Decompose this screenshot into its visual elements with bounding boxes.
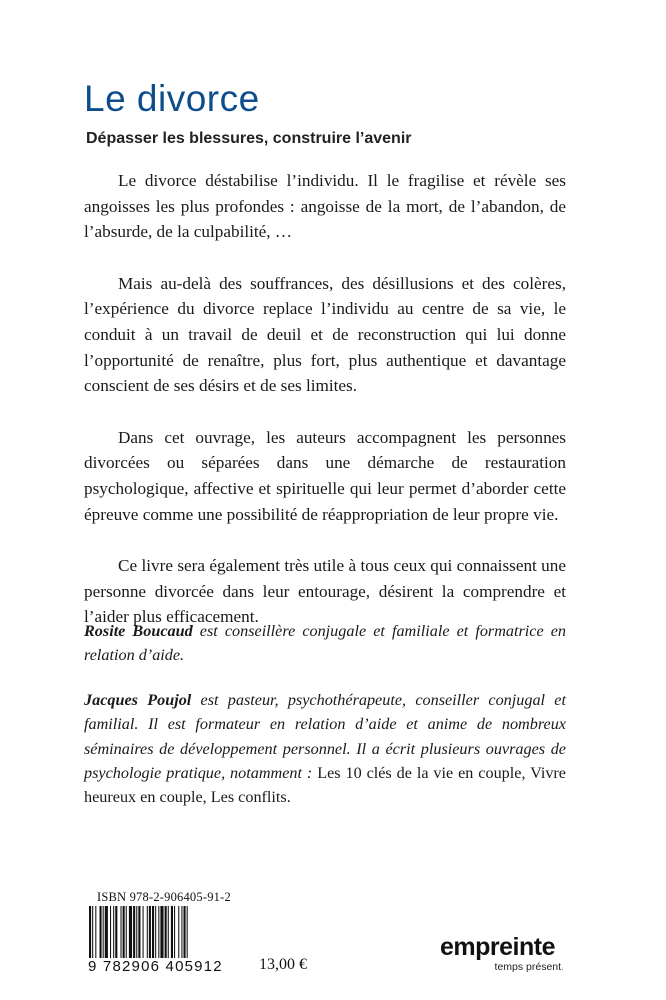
- barcode-digits: 9 782906 405912: [88, 958, 223, 975]
- publisher-dot: .: [561, 961, 564, 973]
- author-bio-text: est pasteur, psychothérapeute, conseiller conjugal et familial. Il est formateur en relation d’aide et anime de nombreux séminaires de développement personnel. Il a écrit plusieurs ouvrages de psychologie pratique, notamment :: [84, 690, 566, 783]
- blurb-paragraph-2: Mais au-delà des souffrances, des désillusions et des colères, l’expérience du divorce replace l’individu au centre de sa vie, le conduit à un travail de deuil et de reconstruction qui lui donne l’opportunité de renaître, plus fort, plus authentique et davantage conscient de ses désirs et de ses limites.: [84, 273, 566, 396]
- author-name: Jacques Poujol: [84, 690, 192, 709]
- book-subtitle: Dépasser les blessures, construire l’avenir: [86, 130, 412, 147]
- publisher-name: empreinte: [440, 933, 555, 961]
- blurb: [84, 168, 566, 656]
- author-bio-1: [84, 619, 566, 668]
- blurb-paragraph-4: Ce livre sera également très utile à tous ceux qui connaissent une personne divorcée dans leur entourage, désirent la comprendre et l’aider plus efficacement.: [84, 556, 566, 627]
- price: 13,00 €: [259, 956, 307, 973]
- publisher-logo: [440, 935, 570, 973]
- publisher-tagline-text: temps présent: [494, 961, 562, 973]
- author-name: Rosite Boucaud: [84, 622, 193, 640]
- author-bio-text: est conseillère conjugale et familiale et formatrice en relation d’aide.: [84, 622, 567, 665]
- author-bio-2: [84, 688, 566, 810]
- book-title: Le divorce: [84, 78, 260, 119]
- blurb-paragraph-3: Dans cet ouvrage, les auteurs accompagnent les personnes divorcées ou séparées dans une démarche de restauration psychologique, affective et spirituelle qui leur permet d’aborder cette épreuve comme une possibilité de réappropriation de leur propre vie.: [84, 427, 566, 524]
- isbn-label: ISBN 978-2-906405-91-2: [97, 890, 231, 904]
- author-works: Les 10 clés de la vie en couple, Vivre heureux en couple, Les conflits.: [84, 764, 566, 807]
- publisher-tagline: [440, 961, 564, 973]
- author-bios: [84, 619, 566, 830]
- blurb-paragraph-1: Le divorce déstabilise l’individu. Il le fragilise et révèle ses angoisses les plus profondes : angoisse de la mort, de l’abandon, de l’absurde, de la culpabilité, …: [84, 171, 566, 242]
